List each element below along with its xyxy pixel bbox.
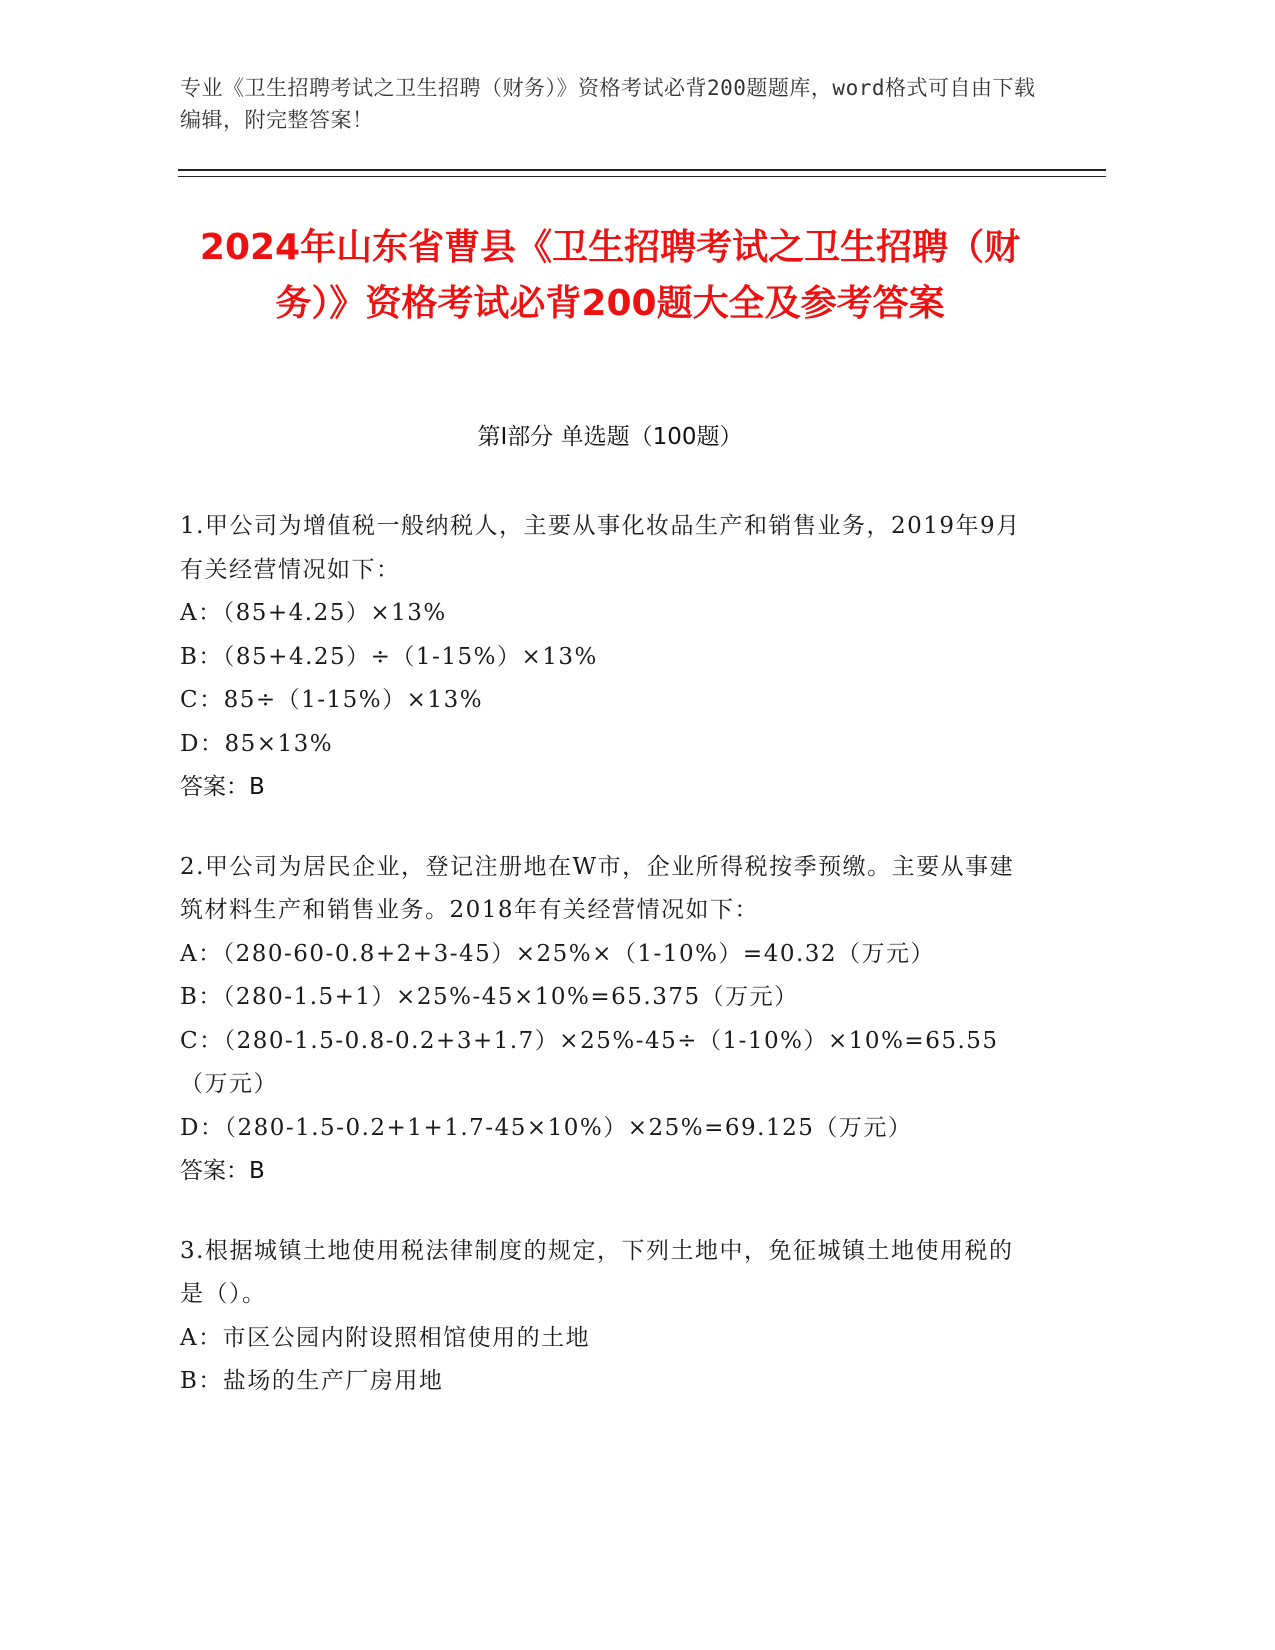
option-b: B：盐场的生产厂房用地 [180,1368,444,1394]
header-note: 专业《卫生招聘考试之卫生招聘（财务）》资格考试必背200题题库，word格式可自由下载编辑，附完整答案！ [180,76,1036,132]
option-a: A：市区公园内附设照相馆使用的土地 [180,1324,591,1351]
option-d: D：85×13% [180,730,334,757]
option-a: A：（280-60-0.8+2+3-45）×25%×（1-10%）=40.32（万元） [180,940,936,967]
question-3 [180,1230,1030,1404]
option-d: D：（280-1.5-0.2+1+1.7-45×10%）×25%=69.125（万元） [180,1114,913,1141]
option-c: C：85÷（1-15%）×13% [180,687,484,713]
option-b: B：（280-1.5+1）×25%-45×10%=65.375（万元） [180,984,799,1010]
answer: 答案：B [180,1158,265,1184]
question-1 [180,505,1030,810]
question-2 [180,846,1030,1194]
question-stem: 1.甲公司为增值税一般纳税人，主要从事化妆品生产和销售业务，2019年9月有关经营情况如下： [180,513,1021,583]
option-b: B：（85+4.25）÷（1-15%）×13% [180,643,598,670]
header-divider-thin [178,176,1106,177]
question-list [180,505,1030,1440]
option-c: C：（280-1.5-0.8-0.2+3+1.7）×25%-45÷（1-10%）×10%=65.55（万元） [180,1027,999,1097]
header-divider-thick [178,169,1106,171]
answer: 答案：B [180,774,265,800]
section-title: 第I部分 单选题（100题） [477,424,743,450]
question-stem: 2.甲公司为居民企业，登记注册地在W市，企业所得税按季预缴。主要从事建筑材料生产和销售业务。2018年有关经营情况如下： [180,853,1015,923]
question-stem: 3.根据城镇土地使用税法律制度的规定，下列土地中，免征城镇土地使用税的是（）。 [180,1237,1014,1307]
document-title: 2024年山东省曹县《卫生招聘考试之卫生招聘（财务）》资格考试必背200题大全及参考答案 [199,227,1021,324]
option-a: A：（85+4.25）×13% [180,600,447,626]
